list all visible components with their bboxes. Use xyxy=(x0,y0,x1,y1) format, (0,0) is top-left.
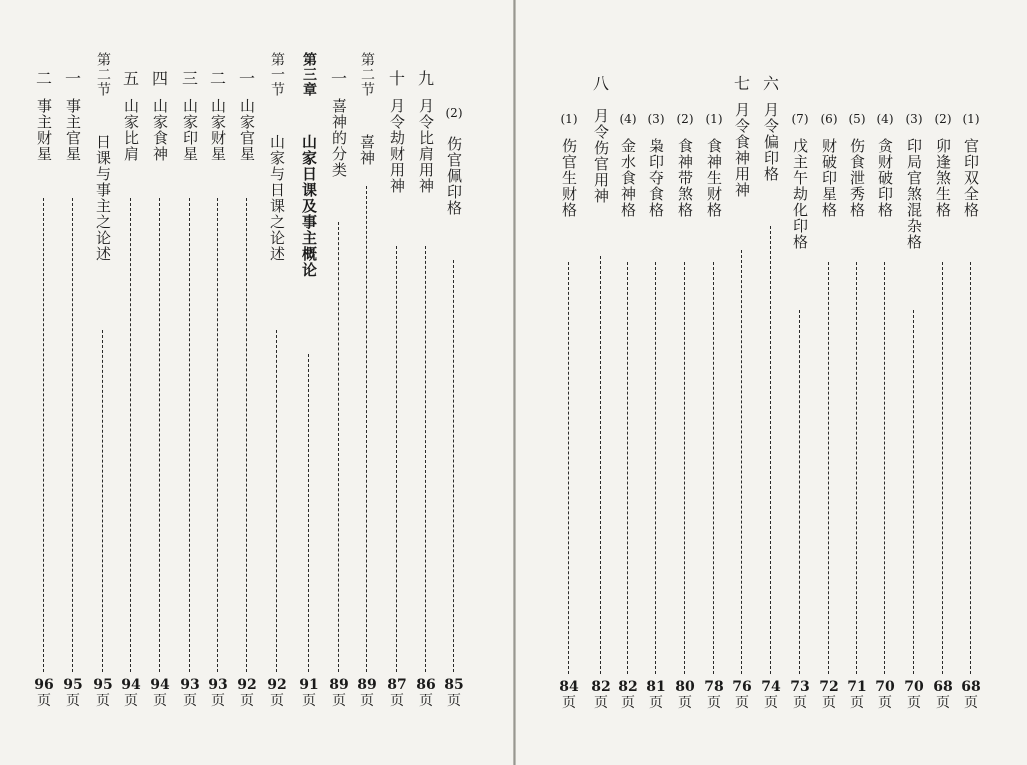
entry-title: 财破印星格 xyxy=(820,138,838,218)
entry-number: 一 xyxy=(330,69,347,88)
page-unit: 页 xyxy=(562,695,576,711)
entry-number: (7) xyxy=(791,112,809,126)
toc-page-right xyxy=(516,0,1027,765)
page-unit: 页 xyxy=(211,693,225,709)
page-unit: 页 xyxy=(594,695,608,711)
leader-dots xyxy=(338,222,339,672)
entry-title: 喜神的分类 xyxy=(330,98,348,178)
entry-number: 五 xyxy=(122,69,139,88)
entry-number: (3) xyxy=(905,112,923,126)
entry-title: 月令比肩用神 xyxy=(417,98,435,194)
page-number: 82 xyxy=(618,679,638,695)
toc-entry xyxy=(702,0,726,765)
entry-title: 月令食神用神 xyxy=(733,102,751,198)
toc-entry xyxy=(845,0,869,765)
page-unit: 页 xyxy=(735,695,749,711)
toc-entry xyxy=(297,0,321,765)
entry-title: 事主官星 xyxy=(64,98,82,162)
page-number: 92 xyxy=(237,677,257,693)
page-number: 93 xyxy=(180,677,200,693)
entry-number: 九 xyxy=(417,69,434,88)
page-unit: 页 xyxy=(878,695,892,711)
page-unit: 页 xyxy=(419,693,433,709)
entry-number: (6) xyxy=(820,112,838,126)
entry-title: 食神带煞格 xyxy=(676,138,694,218)
page-unit: 页 xyxy=(793,695,807,711)
entry-number: (1) xyxy=(962,112,980,126)
entry-number: (1) xyxy=(705,112,723,126)
page-unit: 页 xyxy=(183,693,197,709)
entry-number: (3) xyxy=(647,112,665,126)
page-number: 85 xyxy=(444,677,464,693)
page-number: 96 xyxy=(34,677,54,693)
page-unit: 页 xyxy=(124,693,138,709)
toc-entry xyxy=(644,0,668,765)
entry-title: 枭印夺食格 xyxy=(647,138,665,218)
entry-title: 喜神 xyxy=(358,134,376,166)
leader-dots xyxy=(308,354,309,672)
toc-entry xyxy=(148,0,172,765)
toc-entry xyxy=(759,0,783,765)
page-number: 89 xyxy=(357,677,377,693)
toc-entry xyxy=(873,0,897,765)
toc-entry xyxy=(32,0,56,765)
entry-number: 第一节 xyxy=(269,52,285,97)
entry-title: 月令劫财用神 xyxy=(388,98,406,194)
page-number: 87 xyxy=(387,677,407,693)
leader-dots xyxy=(884,262,885,674)
page-unit: 页 xyxy=(822,695,836,711)
page-number: 70 xyxy=(904,679,924,695)
leader-dots xyxy=(627,262,628,674)
leader-dots xyxy=(770,226,771,674)
leader-dots xyxy=(655,262,656,674)
page-unit: 页 xyxy=(270,693,284,709)
entry-number: 一 xyxy=(238,69,255,88)
page-unit: 页 xyxy=(964,695,978,711)
toc-entry xyxy=(355,0,379,765)
page-number: 68 xyxy=(933,679,953,695)
entry-number: 一 xyxy=(64,69,81,88)
page-number: 74 xyxy=(761,679,781,695)
page-number: 78 xyxy=(704,679,724,695)
leader-dots xyxy=(828,262,829,674)
entry-number: 二 xyxy=(35,69,52,88)
leader-dots xyxy=(159,198,160,672)
leader-dots xyxy=(72,198,73,672)
entry-title: 官印双全格 xyxy=(962,138,980,218)
entry-title: 山家官星 xyxy=(238,98,256,162)
leader-dots xyxy=(713,262,714,674)
page-unit: 页 xyxy=(907,695,921,711)
leader-dots xyxy=(102,330,103,672)
page-number: 73 xyxy=(790,679,810,695)
page-number: 76 xyxy=(732,679,752,695)
entry-number: (4) xyxy=(876,112,894,126)
leader-dots xyxy=(942,262,943,674)
page-number: 94 xyxy=(121,677,141,693)
entry-title: 月令偏印格 xyxy=(762,102,780,182)
page-unit: 页 xyxy=(850,695,864,711)
entry-title: 金水食神格 xyxy=(619,138,637,218)
page-unit: 页 xyxy=(649,695,663,711)
entry-number: 六 xyxy=(762,74,779,93)
leader-dots xyxy=(396,246,397,672)
page-unit: 页 xyxy=(153,693,167,709)
toc-entry xyxy=(959,0,983,765)
leader-dots xyxy=(568,262,569,674)
leader-dots xyxy=(970,262,971,674)
toc-entry xyxy=(442,0,466,765)
entry-title: 印局官煞混杂格 xyxy=(905,138,923,250)
entry-number: 十 xyxy=(388,69,405,88)
toc-entry xyxy=(327,0,351,765)
entry-title: 月令伤官用神 xyxy=(592,108,610,204)
page-unit: 页 xyxy=(96,693,110,709)
leader-dots xyxy=(453,260,454,672)
entry-title: 山家印星 xyxy=(181,98,199,162)
toc-entry xyxy=(206,0,230,765)
toc-entry xyxy=(265,0,289,765)
page-number: 95 xyxy=(63,677,83,693)
page-number: 91 xyxy=(299,677,319,693)
toc-entry xyxy=(119,0,143,765)
toc-entry xyxy=(414,0,438,765)
toc-entry xyxy=(730,0,754,765)
entry-number: 第二节 xyxy=(359,52,375,97)
page-unit: 页 xyxy=(390,693,404,709)
entry-title: 日课与事主之论述 xyxy=(94,134,112,262)
toc-entry xyxy=(235,0,259,765)
page-number: 94 xyxy=(150,677,170,693)
page-number: 70 xyxy=(875,679,895,695)
entry-title: 卯逢煞生格 xyxy=(934,138,952,218)
entry-title: 山家与日课之论述 xyxy=(268,134,286,262)
leader-dots xyxy=(684,262,685,674)
entry-number: (2) xyxy=(934,112,952,126)
entry-number: 第三章 xyxy=(301,52,317,97)
page-unit: 页 xyxy=(678,695,692,711)
toc-entry xyxy=(673,0,697,765)
toc-entry xyxy=(91,0,115,765)
leader-dots xyxy=(799,310,800,674)
toc-entry xyxy=(788,0,812,765)
page-unit: 页 xyxy=(332,693,346,709)
page-unit: 页 xyxy=(764,695,778,711)
leader-dots xyxy=(600,256,601,674)
leader-dots xyxy=(130,198,131,672)
page-number: 92 xyxy=(267,677,287,693)
entry-number: 三 xyxy=(181,69,198,88)
leader-dots xyxy=(425,246,426,672)
leader-dots xyxy=(276,330,277,672)
entry-number: (4) xyxy=(619,112,637,126)
leader-dots xyxy=(913,310,914,674)
page-unit: 页 xyxy=(360,693,374,709)
entry-title: 山家日课及事主概论 xyxy=(300,134,318,278)
toc-entry xyxy=(931,0,955,765)
entry-title: 山家比肩 xyxy=(122,98,140,162)
page-number: 95 xyxy=(93,677,113,693)
leader-dots xyxy=(217,198,218,672)
page-unit: 页 xyxy=(37,693,51,709)
entry-number: (2) xyxy=(445,106,463,120)
page-number: 86 xyxy=(416,677,436,693)
page-number: 71 xyxy=(847,679,867,695)
entry-number: 八 xyxy=(592,74,609,93)
entry-number: (1) xyxy=(560,112,578,126)
entry-title: 事主财星 xyxy=(35,98,53,162)
leader-dots xyxy=(43,198,44,672)
entry-number: 四 xyxy=(151,69,168,88)
toc-entry xyxy=(902,0,926,765)
toc-entry xyxy=(385,0,409,765)
page-number: 89 xyxy=(329,677,349,693)
entry-title: 戊主午劫化印格 xyxy=(791,138,809,250)
page-unit: 页 xyxy=(447,693,461,709)
entry-title: 伤官佩印格 xyxy=(445,136,463,216)
entry-number: 二 xyxy=(209,69,226,88)
toc-entry xyxy=(817,0,841,765)
leader-dots xyxy=(189,198,190,672)
toc-entry xyxy=(557,0,581,765)
toc-entry xyxy=(616,0,640,765)
page-number: 84 xyxy=(559,679,579,695)
entry-title: 伤食泄秀格 xyxy=(848,138,866,218)
entry-title: 山家食神 xyxy=(151,98,169,162)
leader-dots xyxy=(246,198,247,672)
toc-entry xyxy=(61,0,85,765)
entry-number: 第二节 xyxy=(95,52,111,97)
page-unit: 页 xyxy=(936,695,950,711)
page-unit: 页 xyxy=(240,693,254,709)
leader-dots xyxy=(741,250,742,674)
leader-dots xyxy=(856,262,857,674)
page-number: 93 xyxy=(208,677,228,693)
entry-number: (2) xyxy=(676,112,694,126)
page-unit: 页 xyxy=(302,693,316,709)
entry-number: 七 xyxy=(733,74,750,93)
page-number: 72 xyxy=(819,679,839,695)
entry-title: 贪财破印格 xyxy=(876,138,894,218)
page-number: 82 xyxy=(591,679,611,695)
page-number: 80 xyxy=(675,679,695,695)
page-unit: 页 xyxy=(621,695,635,711)
toc-entry xyxy=(178,0,202,765)
toc-entry xyxy=(589,0,613,765)
page-unit: 页 xyxy=(707,695,721,711)
page-unit: 页 xyxy=(66,693,80,709)
page-number: 81 xyxy=(646,679,666,695)
entry-title: 山家财星 xyxy=(209,98,227,162)
leader-dots xyxy=(366,186,367,672)
entry-title: 食神生财格 xyxy=(705,138,723,218)
entry-title: 伤官生财格 xyxy=(560,138,578,218)
page-number: 68 xyxy=(961,679,981,695)
entry-number: (5) xyxy=(848,112,866,126)
